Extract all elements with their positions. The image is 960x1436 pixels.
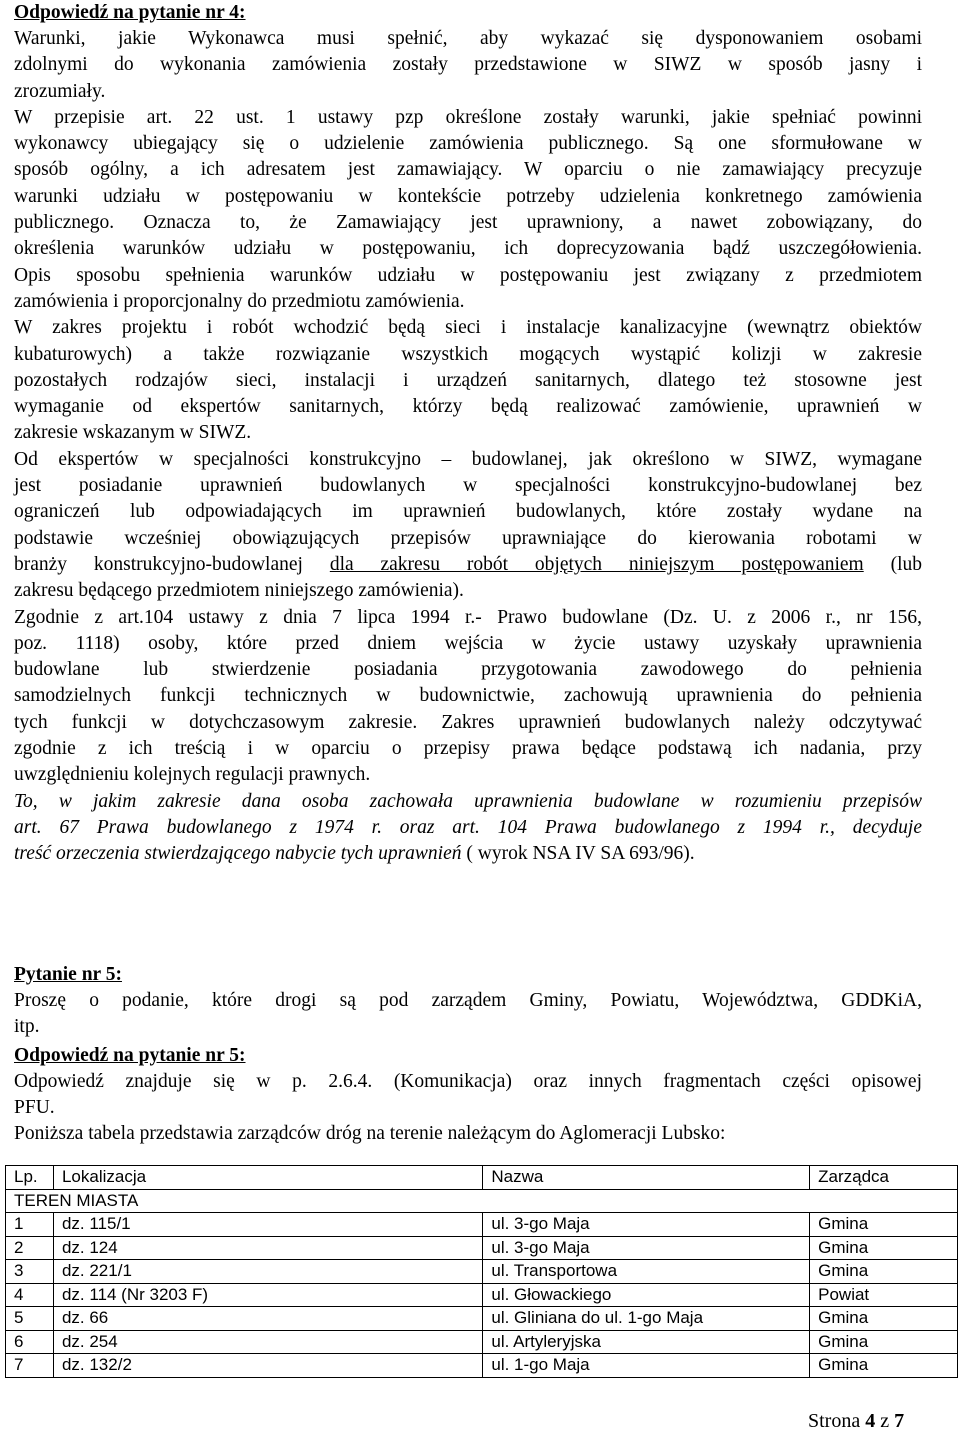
cell-lp: 5 [6, 1307, 54, 1331]
text-line: zakresie wskazanym w SIWZ. [14, 422, 252, 444]
italic-line: To, w jakim zakresie dana osoba zachowała uprawnienia budowlane w rozumieniu przepisów [14, 790, 922, 812]
text-line: Odpowiedź znajduje się w p. 2.6.4. (Komunikacja) oraz innych fragmentach części opisowej [14, 1070, 922, 1092]
text-line: Proszę o podanie, które drogi są pod zarządem Gminy, Powiatu, Województwa, GDDKiA, [14, 990, 922, 1011]
text-line: uwzględnieniu kolejnych regulacji prawnych. [14, 764, 371, 786]
text-line: publicznego. Oznacza to, że Zamawiający jest uprawniony, a nawet zobowiązany, do [14, 212, 922, 234]
table-row [6, 1236, 958, 1260]
cell-lp: 1 [6, 1213, 54, 1237]
question-5-body [14, 988, 922, 1041]
cell-manager: Gmina [810, 1236, 958, 1260]
table-header-row [6, 1166, 958, 1190]
question-5-header: Pytanie nr 5: [14, 964, 122, 985]
section-label-cell: TEREN MIASTA [6, 1189, 958, 1213]
cell-name: ul. Głowackiego [483, 1283, 810, 1307]
text-segment: branży konstrukcyjno-budowlanej [14, 553, 330, 575]
total-pages: 7 [894, 1410, 905, 1432]
text-line: zrozumiały. [14, 80, 106, 102]
header-cell-manager: Zarządca [810, 1166, 958, 1190]
text-line: podstawie wcześniej obowiązujących przepisów uprawniające do kierowania robotami w [14, 527, 922, 549]
text-line: zakresu będącego przedmiotem niniejszego zamówienia). [14, 580, 464, 602]
cell-location: dz. 221/1 [53, 1260, 482, 1284]
italic-phrase: treść orzeczenia stwierdzającego nabycie tych uprawnień [14, 843, 462, 865]
text-line: zgodnie z ich treścią i w oparciu o przepisy prawa będące podstawą ich nadania, przy [14, 738, 922, 760]
cell-manager: Gmina [810, 1354, 958, 1378]
cell-location: dz. 132/2 [53, 1354, 482, 1378]
table-row [6, 1354, 958, 1378]
cell-name: ul. Transportowa [483, 1260, 810, 1284]
cell-lp: 2 [6, 1236, 54, 1260]
section-5 [14, 962, 922, 1147]
cell-name: ul. 1-go Maja [483, 1354, 810, 1378]
underlined-phrase: dla zakresu robót objętych niniejszym postępowaniem [329, 553, 864, 575]
text-line: samodzielnych funkcji technicznych w budownictwie, zachowują uprawnienia do pełnienia [14, 685, 922, 707]
text-line: sposób ogólny, a ich adresatem jest zamawiający. W oparciu o nie zamawiający precyzuje [14, 159, 922, 181]
text-line: budowlane lub stwierdzenie posiadania przygotowania zawodowego do pełnienia [14, 659, 922, 681]
cell-name: ul. Artyleryjska [483, 1330, 810, 1354]
text-line: jest posiadanie uprawnień budowlanych w specjalności konstrukcyjno-budowlanej bez [14, 475, 922, 497]
text-line: Od ekspertów w specjalności konstrukcyjno – budowlanej, jak określono w SIWZ, wymagane [14, 448, 922, 470]
text-line: PFU. [14, 1096, 55, 1118]
text-line: Warunki, jakie Wykonawca musi spełnić, aby wykazać się dysponowaniem osobami [14, 28, 922, 49]
italic-line: art. 67 Prawa budowlanego z 1974 r. oraz art. 104 Prawa budowlanego z 1994 r., decyduje [14, 816, 922, 838]
text-line-mixed [14, 841, 922, 867]
text-line: Zgodnie z art.104 ustawy z dnia 7 lipca 1994 r.- Prawo budowlane (Dz. U. z 2006 r., nr 156, [14, 606, 922, 628]
text-line: ograniczeń lub odpowiadających im uprawnień budowlanych, które zostały wydane na [14, 501, 922, 523]
table-row [6, 1330, 958, 1354]
current-page: 4 [865, 1410, 876, 1432]
text-line: wymaganie od ekspertów sanitarnych, którzy będą realizować zamówienie, uprawnień w [14, 396, 922, 418]
text-segment: (lub [863, 553, 922, 575]
cell-location: dz. 124 [53, 1236, 482, 1260]
cell-location: dz. 114 (Nr 3203 F) [53, 1283, 482, 1307]
text-line: itp. [14, 1016, 40, 1038]
cell-location: dz. 66 [53, 1307, 482, 1331]
cell-manager: Gmina [810, 1307, 958, 1331]
cell-name: ul. 3-go Maja [483, 1236, 810, 1260]
table-row [6, 1213, 958, 1237]
table-row [6, 1260, 958, 1284]
text-line: W zakres projektu i robót wchodzić będą sieci i instalacje kanalizacyjne (wewnątrz obiektów [14, 317, 922, 339]
answer-5-body [14, 1069, 922, 1148]
answer-4-body [14, 26, 922, 868]
table-row [6, 1283, 958, 1307]
text-line: zdolnymi do wykonania zamówienia zostały przedstawione w SIWZ w sposób jasny i [14, 54, 922, 76]
text-line: kubaturowych) a także rozwiązanie wszystkich mogących wystąpić kolizji w zakresie [14, 343, 922, 365]
text-line: pozostałych rodzajów sieci, instalacji i urządzeń sanitarnych, dlatego też stosowne jest [14, 369, 922, 391]
text-line: W przepisie art. 22 ust. 1 ustawy pzp określone zostały warunki, jakie spełniać powinni [14, 106, 922, 128]
text-line: poz. 1118) osoby, które przed dniem wejścia w życie ustawy uzyskały uprawnienia [14, 632, 922, 654]
cell-name: ul. 3-go Maja [483, 1213, 810, 1237]
cell-location: dz. 115/1 [53, 1213, 482, 1237]
text-segment: ( wyrok NSA IV SA 693/96). [461, 843, 695, 865]
text-line: Poniższa tabela przedstawia zarządców dróg na terenie należącym do Aglomeracji Lubsko: [14, 1123, 726, 1145]
cell-lp: 3 [6, 1260, 54, 1284]
text-line-with-underline [14, 552, 922, 578]
header-cell-location: Lokalizacja [53, 1166, 482, 1190]
text-line: określenia warunków udziału w postępowaniu, ich doprecyzowania bądź uszczegółowienia. [14, 238, 922, 260]
answer-4-header: Odpowiedź na pytanie nr 4: [14, 2, 246, 23]
answer-5-header: Odpowiedź na pytanie nr 5: [14, 1044, 246, 1066]
text-line: wykonawcy ubiegający się o udzielenie zamówienia publicznego. Są one sformułowane w [14, 133, 922, 155]
page-number [808, 1410, 904, 1433]
text-line: zamówienia i proporcjonalny do przedmiotu zamówienia. [14, 290, 465, 312]
text-line: warunki udziału w postępowaniu w kontekście potrzeby udzielenia konkretnego zamówienia [14, 185, 922, 207]
text-line: Opis sposobu spełnienia warunków udziału w postępowaniu jest związany z przedmiotem [14, 264, 922, 286]
cell-name: ul. Gliniana do ul. 1-go Maja [483, 1307, 810, 1331]
table-row [6, 1307, 958, 1331]
cell-manager: Gmina [810, 1213, 958, 1237]
cell-location: dz. 254 [53, 1330, 482, 1354]
cell-manager: Gmina [810, 1260, 958, 1284]
cell-lp: 7 [6, 1354, 54, 1378]
header-cell-lp: Lp. [6, 1166, 54, 1190]
cell-lp: 4 [6, 1283, 54, 1307]
text-line: tych funkcji w dotychczasowym zakresie. Zakres uprawnień budowlanych należy odczytywać [14, 711, 922, 733]
road-managers-table [5, 1165, 958, 1378]
cell-manager: Powiat [810, 1283, 958, 1307]
cell-manager: Gmina [810, 1330, 958, 1354]
table-section-row [6, 1189, 958, 1213]
cell-lp: 6 [6, 1330, 54, 1354]
section-4 [14, 0, 922, 868]
footer-mid: z [875, 1410, 895, 1432]
footer-prefix: Strona [808, 1410, 866, 1432]
header-cell-name: Nazwa [483, 1166, 810, 1190]
